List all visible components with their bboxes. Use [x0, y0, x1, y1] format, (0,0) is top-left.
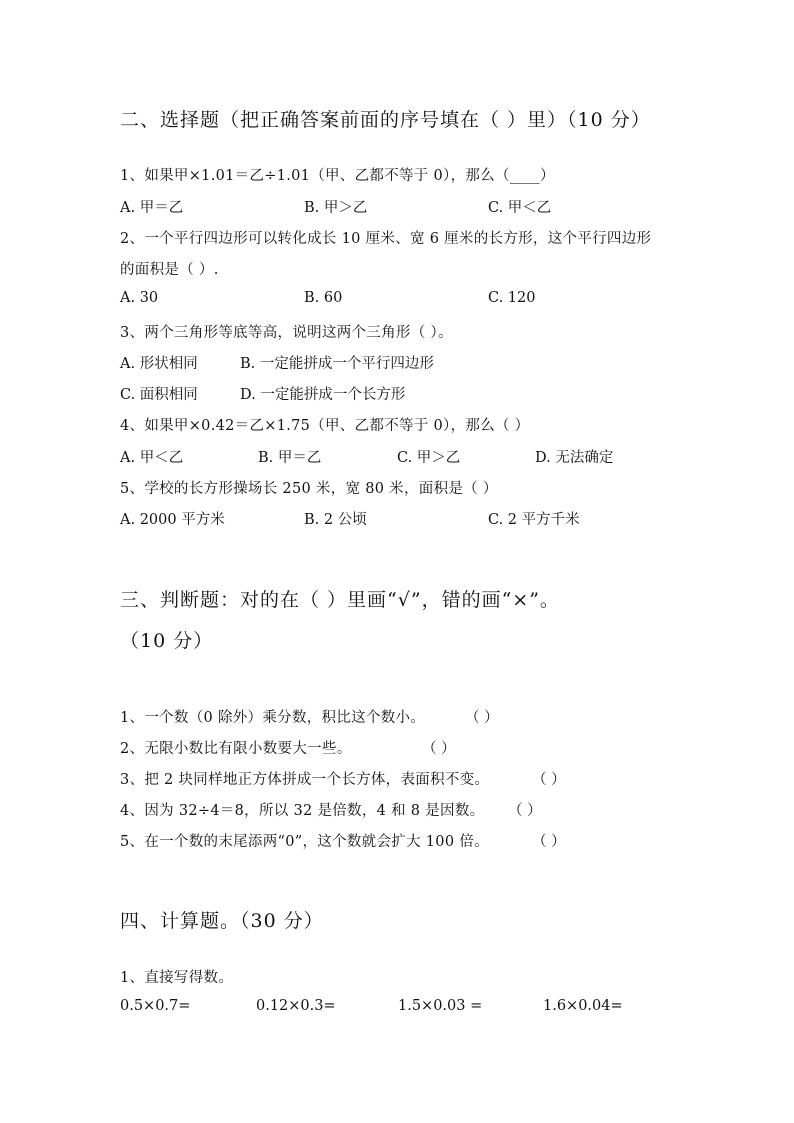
q3-option-a: A. 形状相同	[120, 356, 198, 372]
section3-heading-line2: （10 分）	[120, 630, 214, 652]
judge-item-text: 3、把 2 块同样地正方体拼成一个长方体，表面积不变。	[120, 772, 490, 788]
judge-item-3-answer-paren[interactable]: （ ）	[532, 772, 566, 788]
judge-item-text: 4、因为 32÷4＝8，所以 32 是倍数，4 和 8 是因数。	[120, 803, 485, 819]
section3-heading-line1: 三、判断题：对的在（ ）里画“√”，错的画“×”。	[120, 589, 560, 611]
q4-option-b: B. 甲＝乙	[258, 450, 322, 466]
judge-item-1-answer-paren[interactable]: （ ）	[465, 710, 499, 726]
judge-item-3	[120, 768, 489, 789]
q5-option-c: C. 2 平方千米	[488, 512, 580, 528]
calc-expr-3: 1.5×0.03 =	[398, 998, 483, 1014]
q3-option-d: D. 一定能拼成一个长方形	[240, 387, 406, 403]
q2-text-line2: 的面积是（ ）.	[120, 262, 219, 278]
calc-q1-text: 1、直接写得数。	[120, 970, 234, 986]
q2-option-b: B. 60	[304, 290, 343, 306]
judge-item-4-answer-paren[interactable]: （ ）	[508, 803, 542, 819]
judge-item-2-answer-paren[interactable]: （ ）	[422, 741, 456, 757]
q4-option-c: C. 甲＞乙	[397, 450, 461, 466]
q1-option-b: B. 甲＞乙	[304, 200, 368, 216]
judge-item-5-answer-paren[interactable]: （ ）	[532, 834, 566, 850]
section4-heading: 四、计算题。（30 分）	[120, 910, 324, 932]
q1-option-a: A. 甲＝乙	[120, 200, 184, 216]
q5-text: 5、学校的长方形操场长 250 米，宽 80 米，面积是（ ）	[120, 481, 498, 497]
q2-option-c: C. 120	[488, 290, 536, 306]
q3-text: 3、两个三角形等底等高，说明这两个三角形（ ）。	[120, 325, 453, 341]
judge-item-2	[120, 737, 352, 758]
q5-option-a: A. 2000 平方米	[120, 512, 225, 528]
q4-text: 4、如果甲×0.42＝乙×1.75（甲、乙都不等于 0），那么（ ）	[120, 418, 530, 434]
judge-item-4	[120, 799, 484, 820]
q1-option-c: C. 甲＜乙	[488, 200, 552, 216]
q3-option-c: C. 面积相同	[120, 387, 198, 403]
calc-expr-4: 1.6×0.04=	[543, 998, 623, 1014]
calc-expr-2: 0.12×0.3=	[256, 998, 336, 1014]
judge-item-1	[120, 706, 425, 727]
q4-option-d: D. 无法确定	[535, 450, 614, 466]
judge-item-text: 1、一个数（0 除外）乘分数，积比这个数小。	[120, 710, 426, 726]
section2-heading: 二、选择题（把正确答案前面的序号填在（ ）里）（10 分）	[120, 109, 651, 131]
judge-item-text: 5、在一个数的末尾添两“0”，这个数就会扩大 100 倍。	[120, 834, 489, 850]
q4-option-a: A. 甲＜乙	[120, 450, 184, 466]
q5-option-b: B. 2 公顷	[304, 512, 367, 528]
q2-text-line1: 2、一个平行四边形可以转化成长 10 厘米、宽 6 厘米的长方形，这个平行四边形	[120, 231, 652, 247]
q2-option-a: A. 30	[120, 290, 159, 306]
judge-item-text: 2、无限小数比有限小数要大一些。	[120, 741, 352, 757]
q3-option-b: B. 一定能拼成一个平行四边形	[240, 356, 434, 372]
judge-item-5	[120, 830, 489, 851]
calc-expr-1: 0.5×0.7=	[120, 998, 191, 1014]
q1-text: 1、如果甲×1.01＝乙÷1.01（甲、乙都不等于 0），那么（____）	[120, 168, 555, 184]
